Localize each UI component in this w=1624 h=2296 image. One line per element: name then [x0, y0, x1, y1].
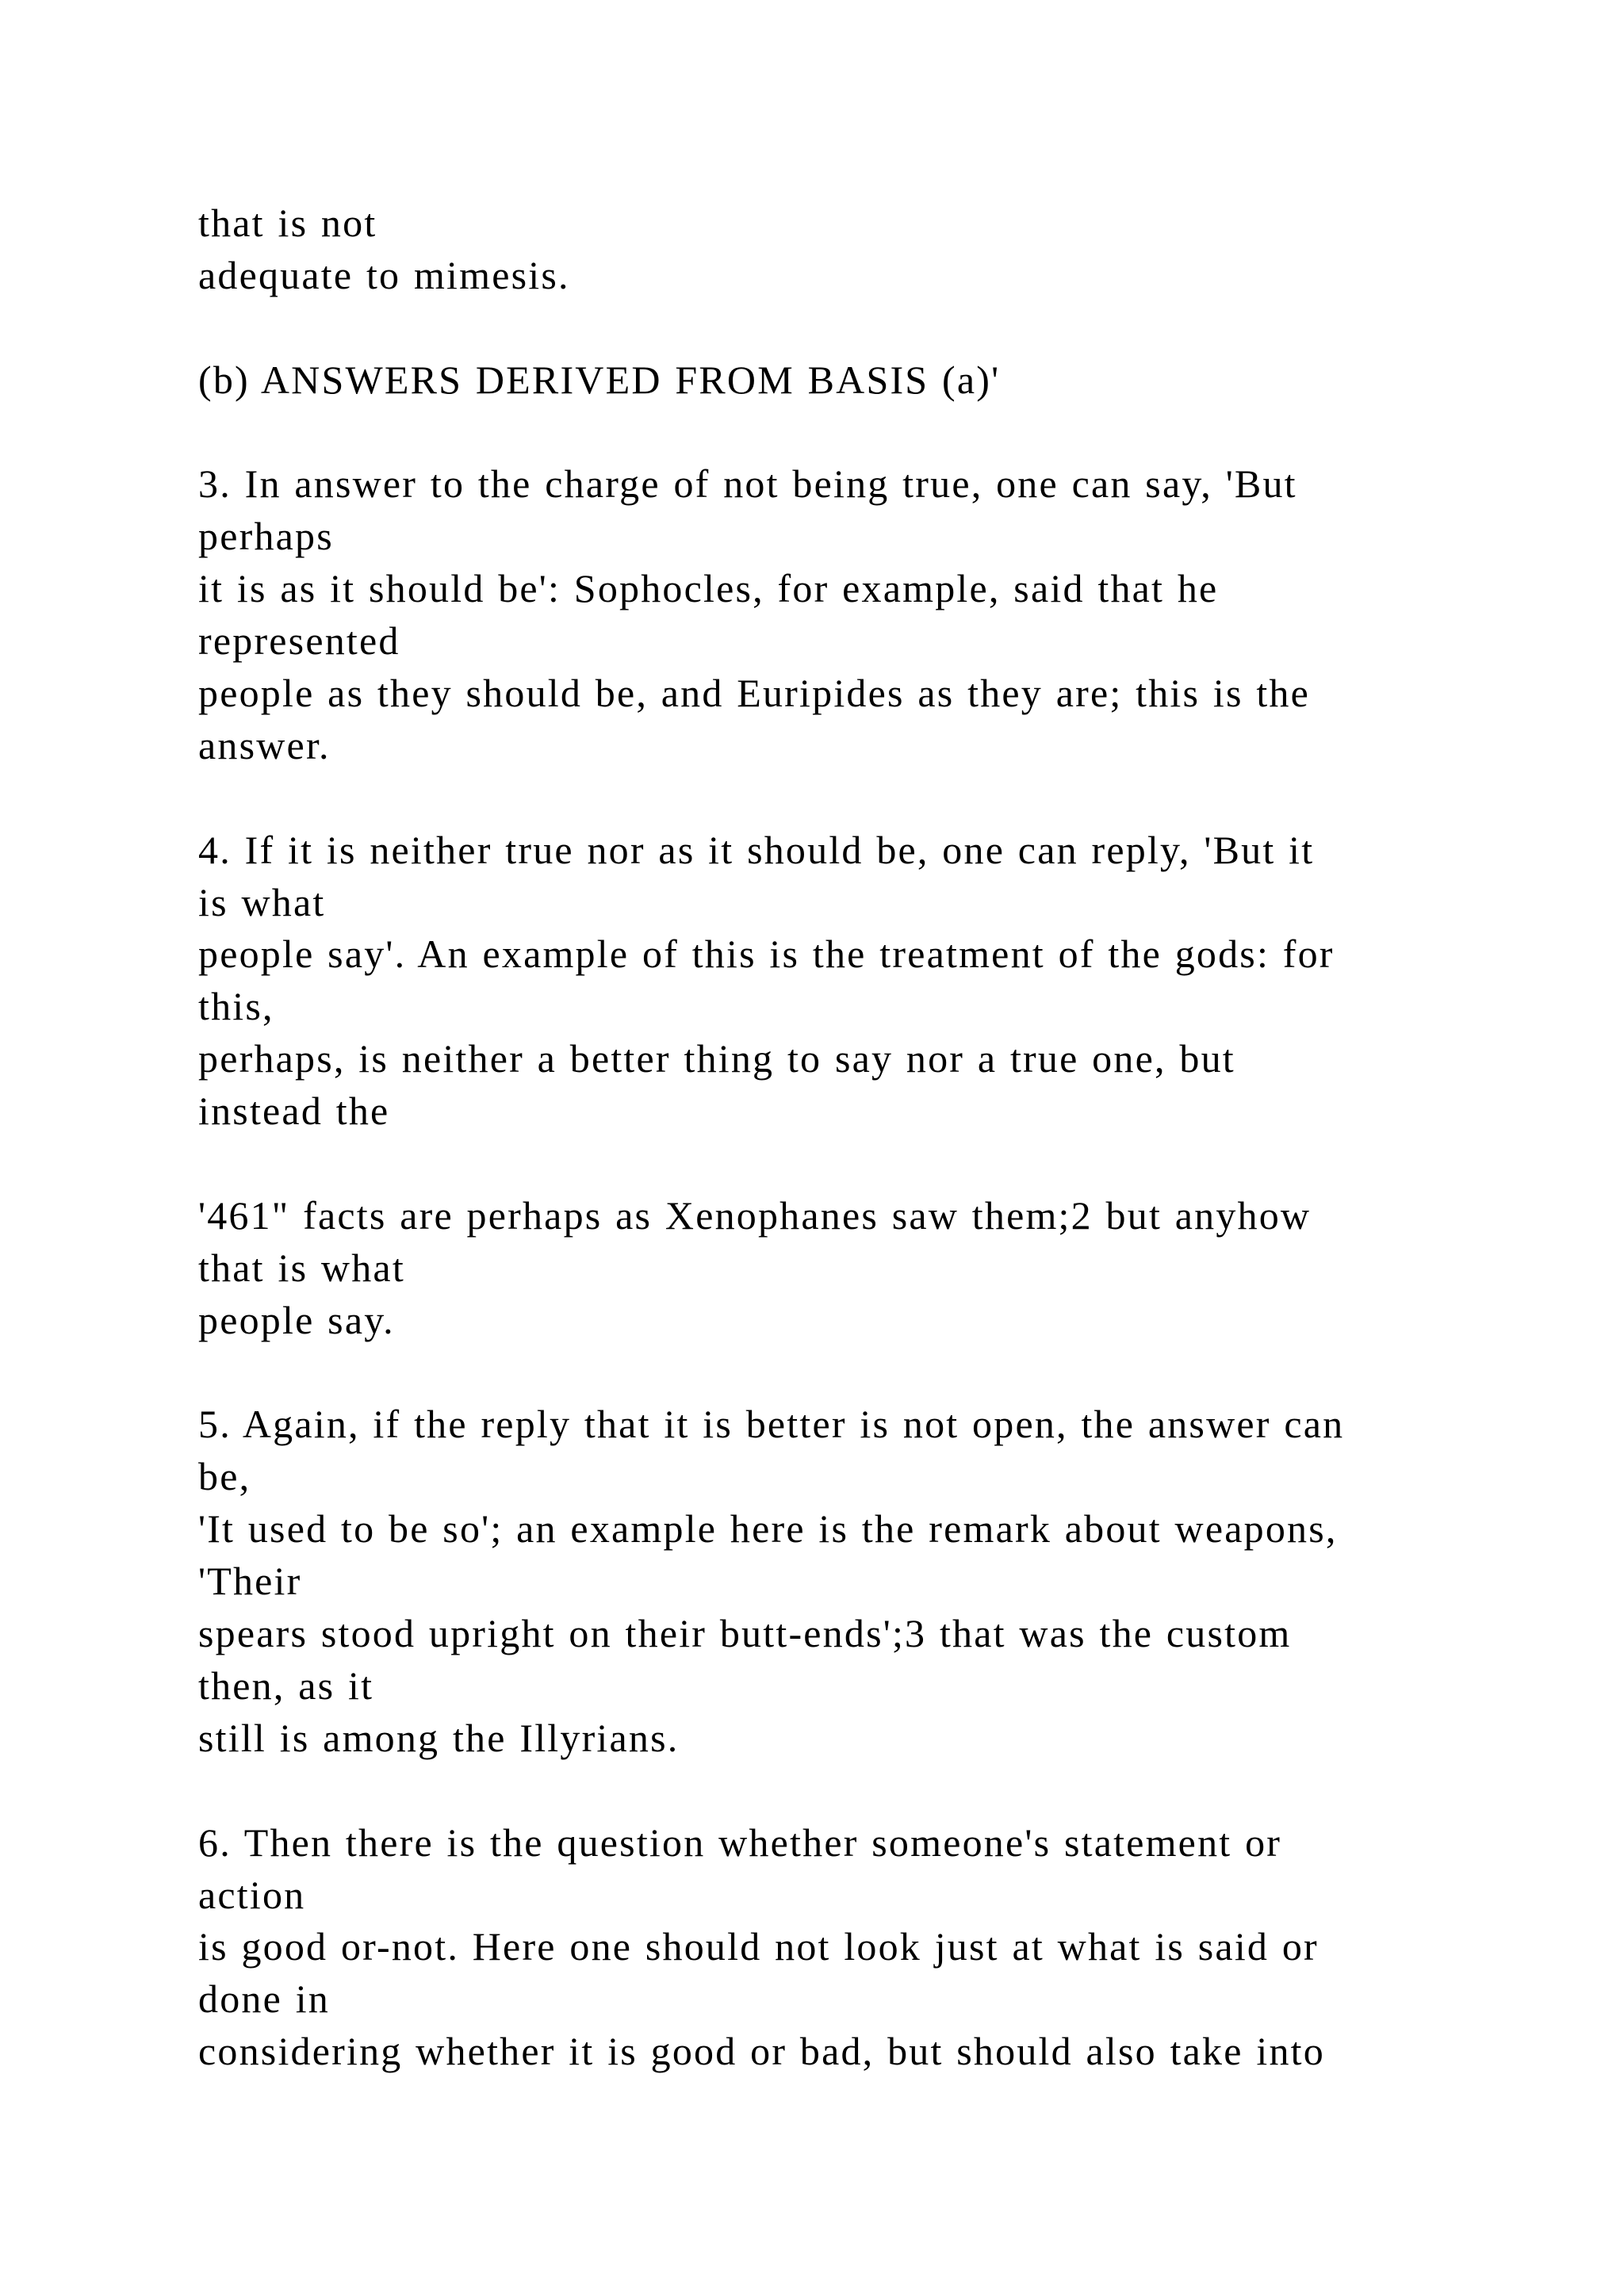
text-line: answer.	[198, 722, 331, 767]
blank-line	[198, 772, 1546, 825]
blank-line	[198, 302, 1546, 354]
text-line: perhaps, is neither a better thing to say nor a true one, but	[198, 1036, 1235, 1081]
text-line: people say'. An example of this is the treatment of the gods: for	[198, 932, 1335, 977]
text-line: spears stood upright on their butt-ends';3 that was the custom	[198, 1611, 1292, 1656]
text-line: instead the	[198, 1089, 390, 1134]
text-line: 3. In answer to the charge of not being true, one can say, 'But	[198, 461, 1297, 507]
document-text	[198, 197, 1546, 2078]
text-line: '461" facts are perhaps as Xenophanes saw them;2 but anyhow	[198, 1192, 1312, 1238]
text-line: represented	[198, 618, 400, 664]
text-line: adequate to mimesis.	[198, 252, 570, 297]
text-line: 'Their	[198, 1559, 302, 1604]
blank-line	[198, 1765, 1546, 1817]
text-line: 4. If it is neither true nor as it should be, one can reply, 'But it	[198, 827, 1315, 872]
text-line: that is not	[198, 201, 377, 245]
text-line: 'It used to be so'; an example here is the remark about weapons,	[198, 1506, 1338, 1552]
text-line: considering whether it is good or bad, but should also take into	[198, 2029, 1325, 2074]
text-line: people as they should be, and Euripides as they are; this is the	[198, 671, 1311, 716]
text-line: still is among the Illyrians.	[198, 1715, 680, 1760]
blank-line	[198, 407, 1546, 459]
section-heading: (b) ANSWERS DERIVED FROM BASIS (a)'	[198, 357, 1001, 402]
text-line: then, as it	[198, 1663, 374, 1708]
text-line: action	[198, 1872, 306, 1917]
text-line: is good or-not. Here one should not look just at what is said or	[198, 1924, 1319, 1969]
text-line: be,	[198, 1454, 251, 1499]
blank-line	[198, 1347, 1546, 1399]
text-line: is what	[198, 879, 326, 924]
text-line: 5. Again, if the reply that it is better is not open, the answer can	[198, 1402, 1345, 1447]
text-line: perhaps	[198, 514, 334, 559]
text-line: done in	[198, 1976, 330, 2022]
blank-line	[198, 1138, 1546, 1190]
text-line: people say.	[198, 1297, 395, 1342]
text-line: it is as it should be': Sophocles, for example, said that he	[198, 566, 1219, 611]
text-line: this,	[198, 984, 274, 1029]
text-line: that is what	[198, 1245, 405, 1290]
text-line: 6. Then there is the question whether someone's statement or	[198, 1820, 1282, 1865]
